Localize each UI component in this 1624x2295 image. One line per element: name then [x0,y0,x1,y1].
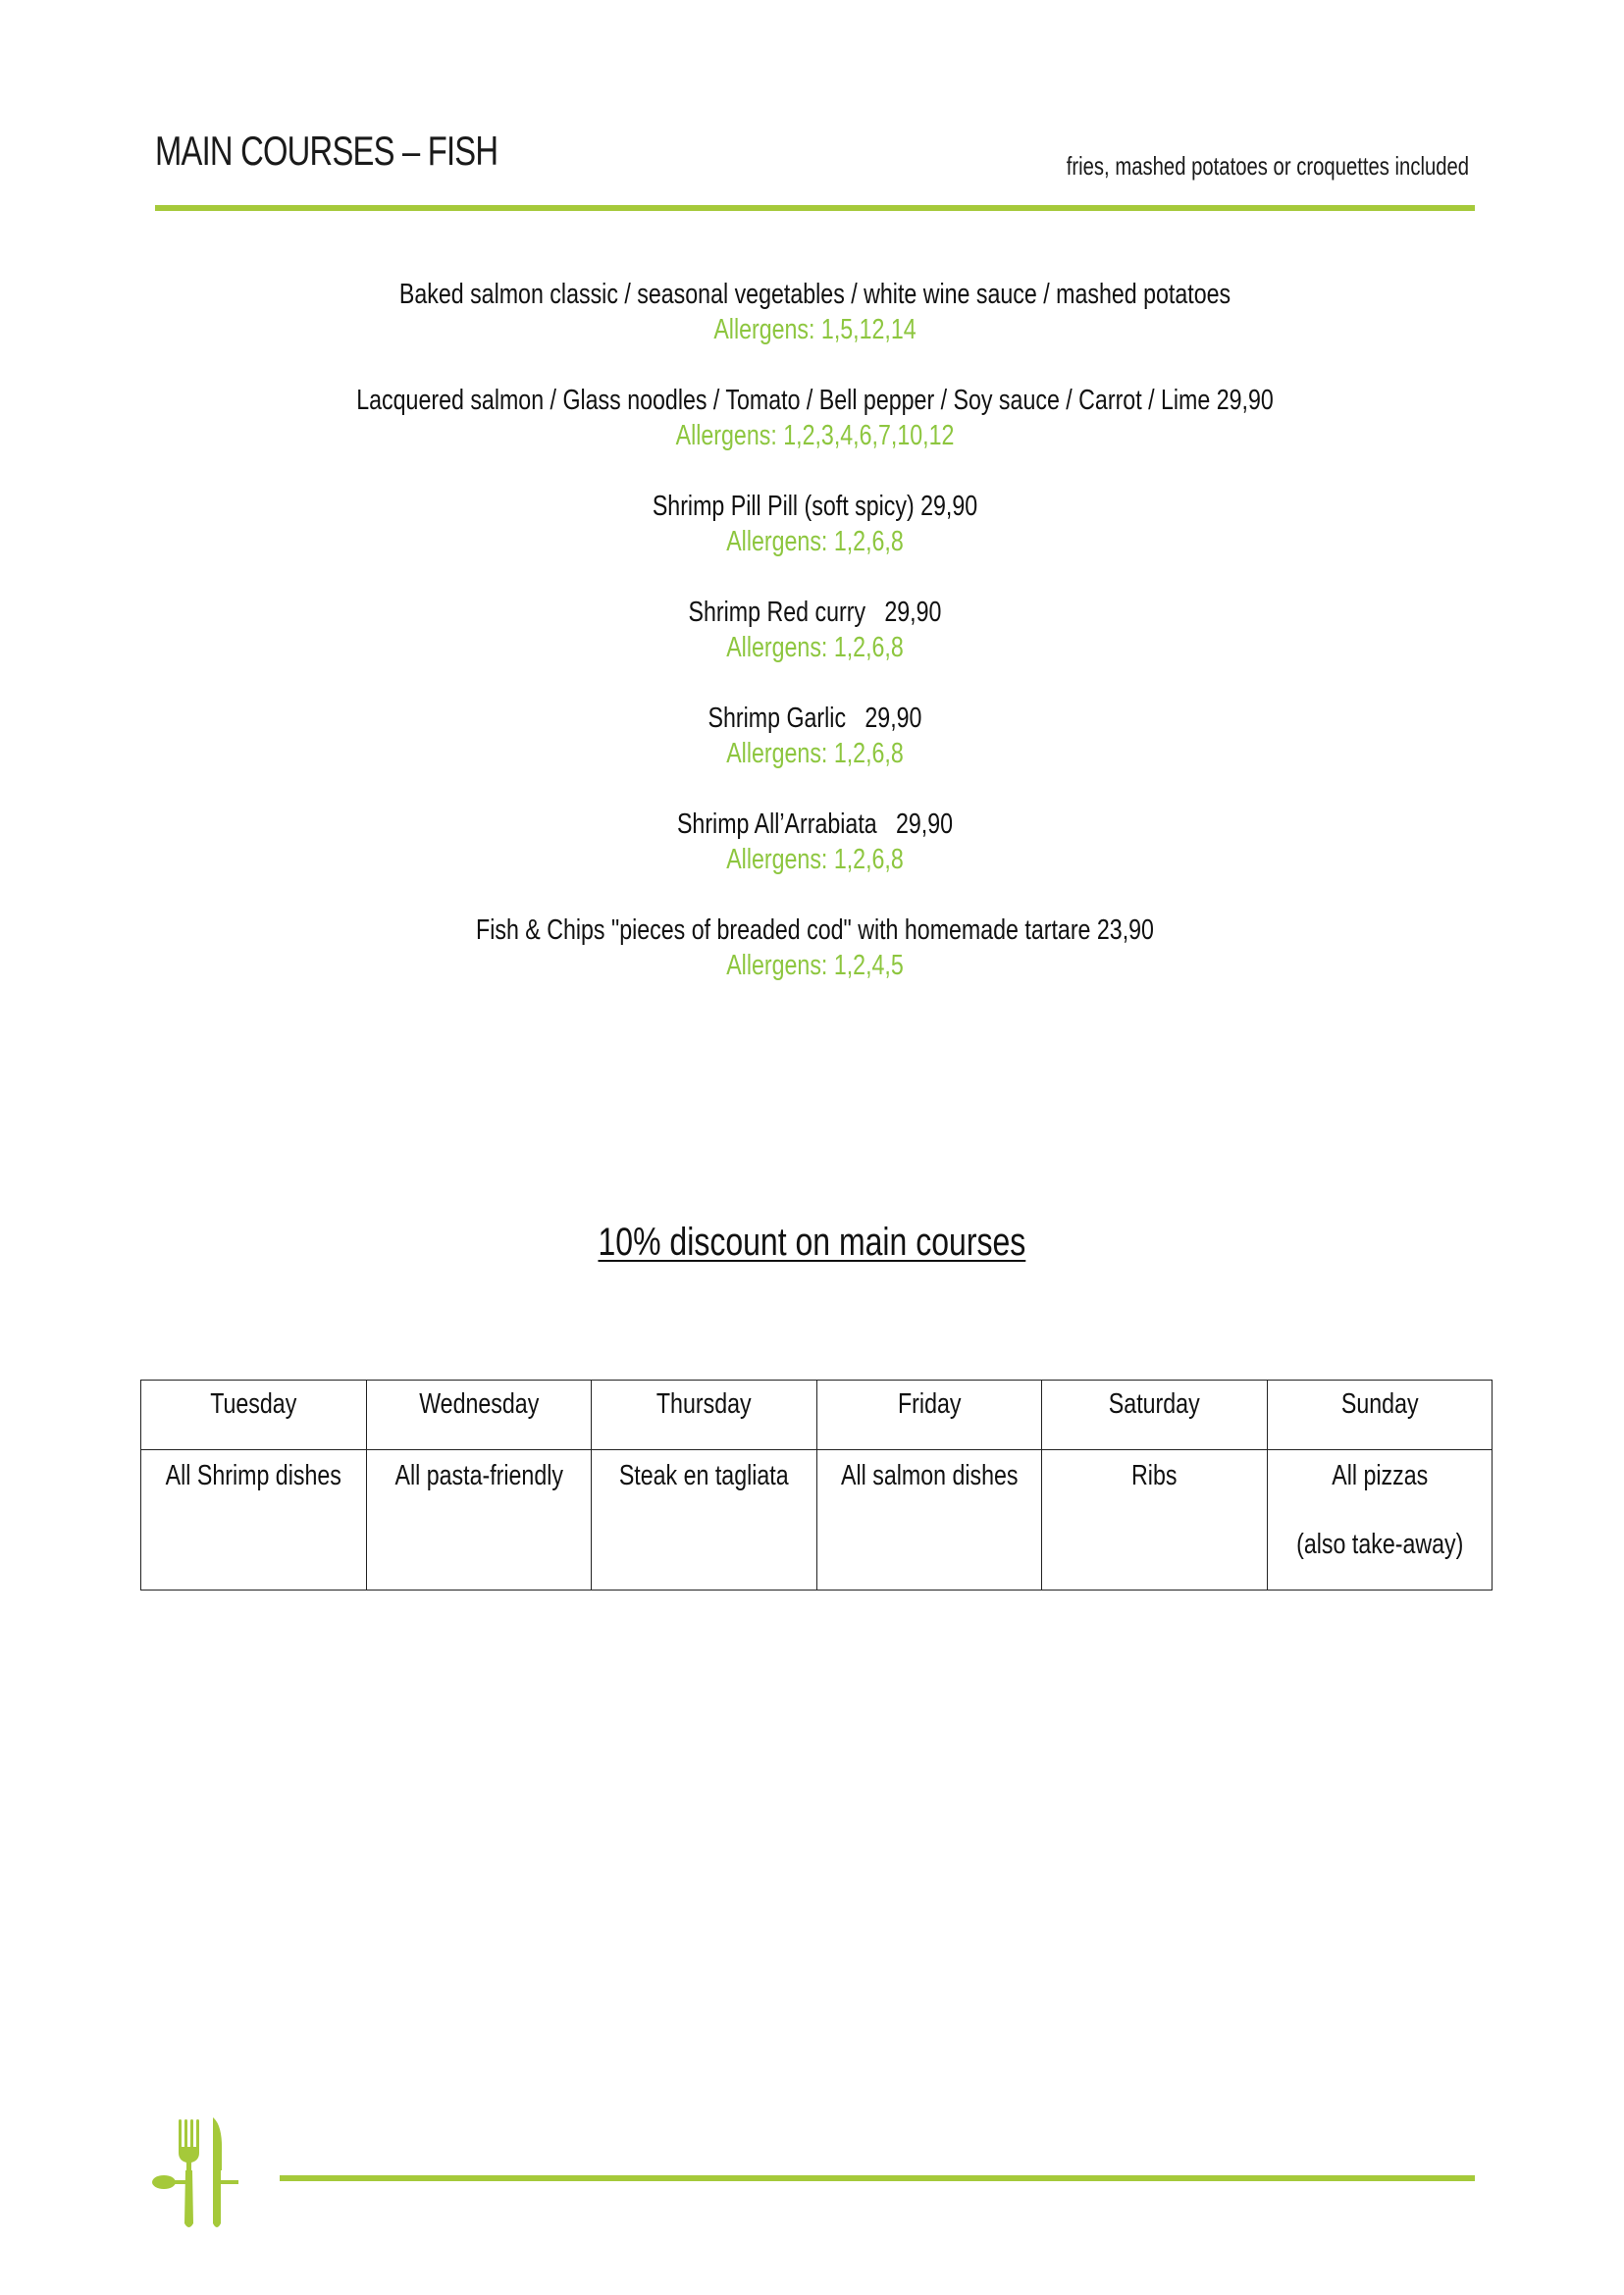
offer-saturday: Ribs [1042,1450,1268,1591]
day-thursday: Thursday [592,1381,817,1450]
dish-item [155,913,1475,983]
offer-wednesday: All pasta-friendly [366,1450,592,1591]
day-wednesday: Wednesday [366,1381,592,1450]
dish-name: Baked salmon classic / seasonal vegetables / white wine sauce / mashed potatoes [398,279,1231,310]
dish-item [155,807,1475,877]
day-sunday: Sunday [1267,1381,1493,1450]
footer-divider [280,2175,1475,2181]
offer-sunday: All pizzas (also take-away) [1267,1450,1493,1591]
sunday-takeaway-note: (also take-away) [1295,1529,1463,1560]
offer-tuesday: All Shrimp dishes [141,1450,367,1591]
dish-item [155,595,1475,665]
dish-name: Shrimp Pill Pill (soft spicy) 29,90 [652,491,978,522]
day-saturday: Saturday [1042,1381,1268,1450]
dish-name: Shrimp Garlic 29,90 [707,703,922,734]
dish-name: Lacquered salmon / Glass noodles / Tomato / Bell pepper / Soy sauce / Carrot / Lime 29,90 [356,385,1274,416]
page-header [155,128,1475,186]
header-divider [155,205,1475,211]
dish-allergens: Allergens: 1,2,6,8 [726,526,904,557]
discount-heading [0,1221,1624,1265]
dish-item [155,701,1475,771]
dish-allergens: Allergens: 1,2,6,8 [726,632,904,663]
table-row [141,1450,1493,1591]
page-title: MAIN COURSES – FISH [155,128,498,174]
dish-list [155,277,1475,1018]
dish-item [155,489,1475,559]
discount-schedule-table [140,1380,1493,1591]
dish-allergens: Allergens: 1,2,6,8 [726,844,904,875]
day-tuesday: Tuesday [141,1381,367,1450]
dish-allergens: Allergens: 1,2,3,4,6,7,10,12 [675,420,955,451]
dish-name: Fish & Chips "pieces of breaded cod" with homemade tartare 23,90 [476,914,1154,946]
discount-title: 10% discount on main courses [598,1221,1026,1264]
sides-note: fries, mashed potatoes or croquettes included [1066,151,1469,181]
fork-knife-icon [152,2113,250,2236]
offer-friday: All salmon dishes [816,1450,1042,1591]
dish-allergens: Allergens: 1,2,4,5 [726,950,904,981]
table-header-row [141,1381,1493,1450]
dish-item [155,277,1475,347]
offer-thursday: Steak en tagliata [592,1450,817,1591]
dish-item [155,383,1475,453]
day-friday: Friday [816,1381,1042,1450]
dish-name: Shrimp Red curry 29,90 [688,597,942,628]
dish-name: Shrimp All’Arrabiata 29,90 [676,808,954,840]
dish-allergens: Allergens: 1,2,6,8 [726,738,904,769]
dish-allergens: Allergens: 1,5,12,14 [713,314,917,345]
